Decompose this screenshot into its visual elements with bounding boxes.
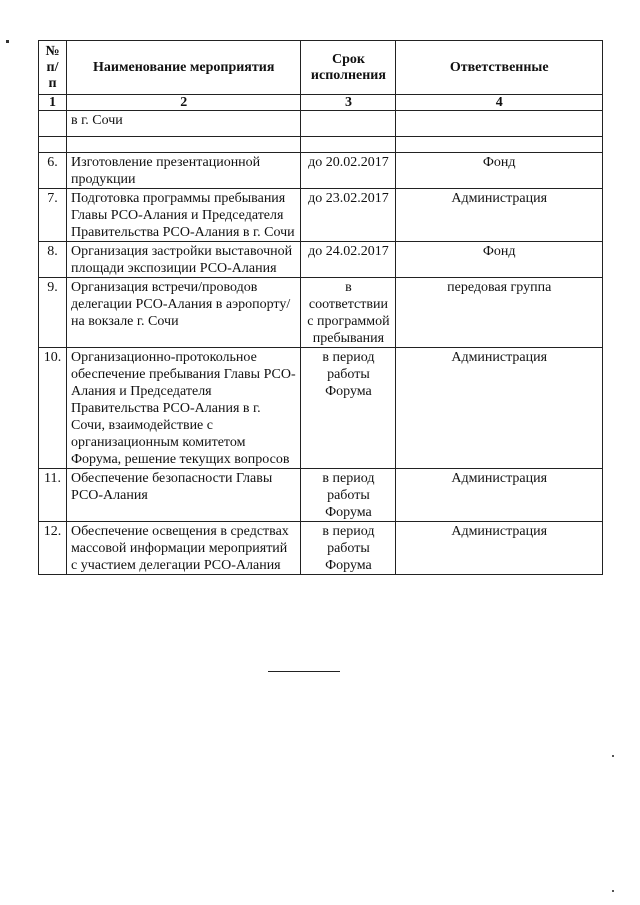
row-deadline: в период работы Форума bbox=[301, 348, 396, 469]
scan-speck bbox=[6, 40, 9, 43]
closing-rule bbox=[268, 671, 340, 672]
row-name: Организация застройки выставочной площади экспозиции РСО-Алания bbox=[66, 242, 300, 278]
row-name: Организация встречи/проводов делегации РСО-Алания в аэропорту/ на вокзале г. Сочи bbox=[66, 278, 300, 348]
spacer-row bbox=[39, 137, 603, 153]
row-deadline: до 20.02.2017 bbox=[301, 153, 396, 189]
table-row bbox=[39, 278, 603, 348]
row-num: 11. bbox=[39, 469, 67, 522]
scan-speck bbox=[612, 755, 614, 757]
header-deadline: Срок исполнения bbox=[301, 41, 396, 95]
header-responsible: Ответственные bbox=[396, 41, 603, 95]
row-num: 12. bbox=[39, 522, 67, 575]
column-number-row bbox=[39, 95, 603, 111]
header-num: № п/ п bbox=[39, 41, 67, 95]
row-name: Обеспечение безопасности Главы РСО-Алания bbox=[66, 469, 300, 522]
events-table bbox=[38, 40, 603, 575]
column-number: 4 bbox=[396, 95, 603, 111]
row-num: 7. bbox=[39, 189, 67, 242]
row-num: 9. bbox=[39, 278, 67, 348]
column-number: 3 bbox=[301, 95, 396, 111]
table-row bbox=[39, 348, 603, 469]
row-responsible bbox=[396, 111, 603, 137]
row-deadline: до 23.02.2017 bbox=[301, 189, 396, 242]
header-name: Наименование мероприятия bbox=[66, 41, 300, 95]
row-deadline: в соответствии с программой пребывания bbox=[301, 278, 396, 348]
row-name: в г. Сочи bbox=[66, 111, 300, 137]
row-responsible: Администрация bbox=[396, 469, 603, 522]
row-responsible: передовая группа bbox=[396, 278, 603, 348]
table-row bbox=[39, 469, 603, 522]
row-responsible: Администрация bbox=[396, 189, 603, 242]
row-num: 8. bbox=[39, 242, 67, 278]
table-row bbox=[39, 189, 603, 242]
row-deadline bbox=[301, 111, 396, 137]
row-deadline: в период работы Форума bbox=[301, 469, 396, 522]
scan-speck bbox=[612, 890, 614, 892]
row-num: 6. bbox=[39, 153, 67, 189]
table-row bbox=[39, 111, 603, 137]
column-number: 2 bbox=[66, 95, 300, 111]
table-header-row bbox=[39, 41, 603, 95]
row-name: Изготовление презентационной продукции bbox=[66, 153, 300, 189]
row-responsible: Фонд bbox=[396, 153, 603, 189]
row-name: Обеспечение освещения в средствах массовой информации мероприятий с участием делегации РСО-Алания bbox=[66, 522, 300, 575]
table-row bbox=[39, 153, 603, 189]
row-name: Подготовка программы пребывания Главы РСО-Алания и Председателя Правительства РСО-Алания в г. Сочи bbox=[66, 189, 300, 242]
column-number: 1 bbox=[39, 95, 67, 111]
row-num: 10. bbox=[39, 348, 67, 469]
row-deadline: до 24.02.2017 bbox=[301, 242, 396, 278]
row-num bbox=[39, 111, 67, 137]
table-row bbox=[39, 522, 603, 575]
row-deadline: в период работы Форума bbox=[301, 522, 396, 575]
row-name: Организационно-протокольное обеспечение пребывания Главы РСО-Алания и Председателя Правительства РСО-Алания в г. Сочи, взаимодействие с организационным комитетом Форума, решение текущих вопросов bbox=[66, 348, 300, 469]
row-responsible: Администрация bbox=[396, 522, 603, 575]
row-responsible: Фонд bbox=[396, 242, 603, 278]
table-row bbox=[39, 242, 603, 278]
row-responsible: Администрация bbox=[396, 348, 603, 469]
